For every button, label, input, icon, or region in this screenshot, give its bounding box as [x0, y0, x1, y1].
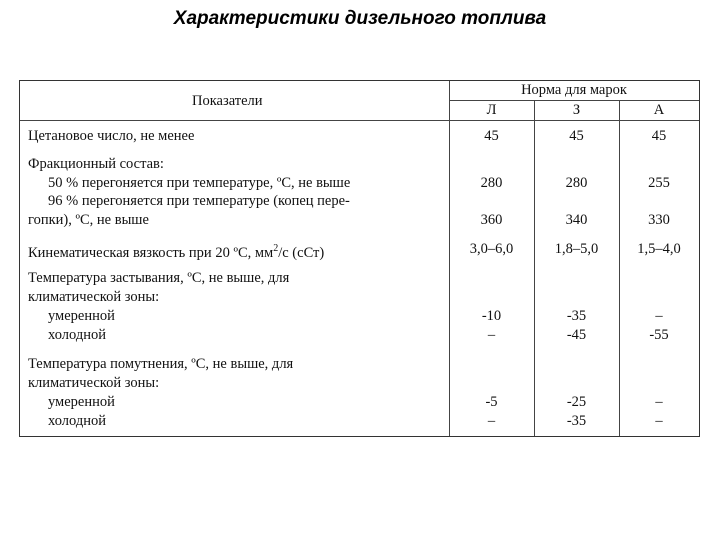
viscosity-label-superscript: 2: [273, 243, 279, 254]
cloud-cold-label: холодной: [48, 413, 106, 429]
cetane-label: Цетановое число, не менее: [28, 128, 195, 144]
viscosity-label-unit: /с (сСт): [278, 244, 325, 261]
cloud-cold-value-z: -35: [566, 413, 587, 429]
cloud-cold-value-l: –: [487, 413, 496, 429]
header-grade-l: Л: [486, 102, 497, 118]
pour-cold-label: холодной: [48, 327, 106, 343]
pour-label-line2: климатической зоны:: [28, 289, 160, 305]
cloud-moderate-value-z: -25: [566, 394, 587, 410]
viscosity-label: [28, 240, 324, 262]
header-norm: Норма для марок: [521, 82, 627, 98]
fraction-96-value-l: 360: [480, 212, 503, 228]
pour-moderate-value-l: -10: [481, 308, 502, 324]
pour-label-line1: Температура застывания, ºС, не выше, для: [28, 270, 290, 286]
fraction-96-value-a: 330: [648, 212, 670, 228]
page-title: Характеристики дизельного топлива: [173, 8, 547, 29]
header-bottom-border: [20, 120, 699, 121]
fraction-label: Фракционный состав:: [28, 156, 164, 172]
fraction-96-label-line1: 96 % перегоняется при температуре (копец пере-: [48, 193, 350, 209]
pour-cold-value-l: –: [487, 327, 496, 343]
viscosity-value-z: 1,8–5,0: [554, 241, 599, 257]
pour-moderate-value-z: -35: [566, 308, 587, 324]
pour-cold-value-z: -45: [566, 327, 587, 343]
cloud-cold-value-a: –: [655, 413, 663, 429]
fuel-characteristics-table: [19, 80, 700, 437]
pour-cold-value-a: -55: [649, 327, 669, 343]
viscosity-label-main: Кинематическая вязкость при 20 ºС, мм: [28, 244, 274, 261]
header-indicators: Показатели: [192, 93, 263, 109]
fraction-50-label: 50 % перегоняется при температуре, ºС, не выше: [48, 175, 351, 191]
cloud-label-line2: климатической зоны:: [28, 375, 160, 391]
fraction-50-value-a: 255: [648, 175, 670, 191]
pour-moderate-label: умеренной: [48, 308, 115, 324]
fraction-96-value-z: 340: [565, 212, 588, 228]
cetane-value-l: 45: [484, 128, 499, 144]
cetane-value-a: 45: [651, 128, 667, 144]
viscosity-value-l: 3,0–6,0: [469, 241, 514, 257]
viscosity-value-a: 1,5–4,0: [637, 241, 681, 257]
column-divider: [534, 100, 535, 436]
fraction-50-value-z: 280: [565, 175, 588, 191]
cloud-moderate-value-a: –: [655, 394, 663, 410]
fraction-96-label-line2: гопки), ºС, не выше: [28, 212, 149, 228]
fraction-50-value-l: 280: [480, 175, 503, 191]
cetane-value-z: 45: [569, 128, 584, 144]
cloud-label-line1: Температура помутнения, ºС, не выше, для: [28, 356, 294, 372]
cloud-moderate-value-l: -5: [485, 394, 498, 410]
cloud-moderate-label: умеренной: [48, 394, 115, 410]
column-divider: [619, 100, 620, 436]
pour-moderate-value-a: –: [655, 308, 663, 324]
header-grade-z: З: [572, 102, 581, 118]
header-grade-a: А: [653, 102, 665, 118]
